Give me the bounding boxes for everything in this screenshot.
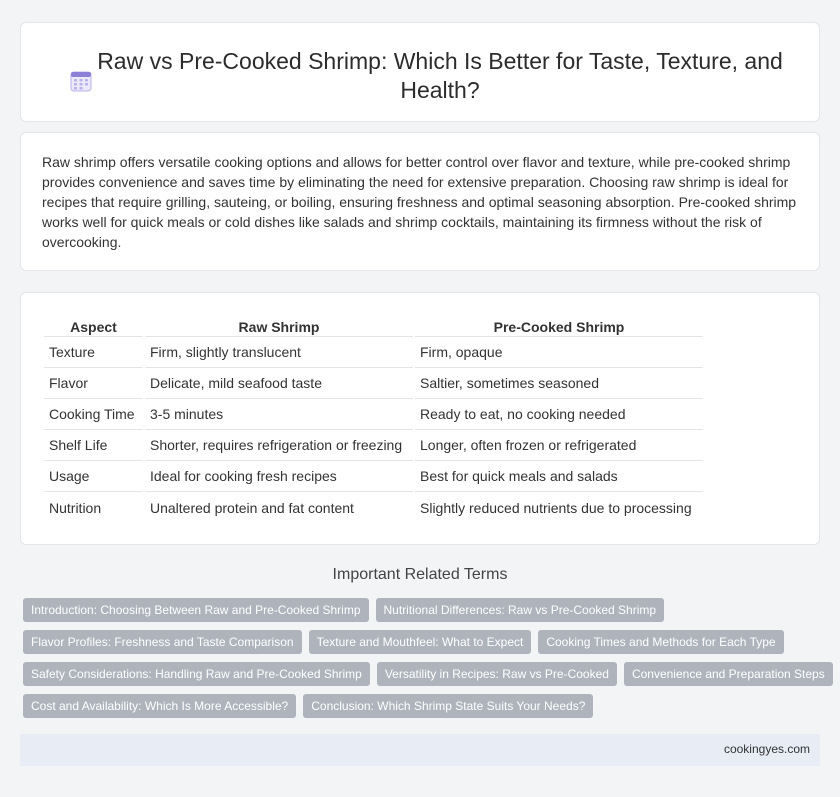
table-cell: 3-5 minutes — [145, 399, 413, 430]
footer — [20, 734, 820, 766]
related-term-tag[interactable]: Flavor Profiles: Freshness and Taste Comparison — [23, 630, 302, 654]
table-cell: Delicate, mild seafood taste — [145, 368, 413, 399]
table-cell: Best for quick meals and salads — [415, 461, 703, 492]
related-term-tag[interactable]: Introduction: Choosing Between Raw and Pre-Cooked Shrimp — [23, 598, 369, 622]
related-term-tag[interactable]: Convenience and Preparation Steps — [624, 662, 833, 686]
table-cell: Firm, opaque — [415, 337, 703, 368]
table-cell: Flavor — [44, 368, 143, 399]
table-cell: Usage — [44, 461, 143, 492]
related-term-tag[interactable]: Safety Considerations: Handling Raw and Pre-Cooked Shrimp — [23, 662, 370, 686]
related-term-tag[interactable]: Cooking Times and Methods for Each Type — [538, 630, 783, 654]
table-cell: Longer, often frozen or refrigerated — [415, 430, 703, 461]
related-term-tag[interactable]: Versatility in Recipes: Raw vs Pre-Cooked — [377, 662, 617, 686]
related-term-tag[interactable]: Nutritional Differences: Raw vs Pre-Cooked Shrimp — [376, 598, 665, 622]
header-aspect: Aspect — [44, 313, 143, 337]
table-cell: Slightly reduced nutrients due to processing — [420, 499, 692, 516]
header-pre-cooked-shrimp: Pre-Cooked Shrimp — [415, 313, 703, 337]
table-cell: Shelf Life — [44, 430, 143, 461]
table-cell: Unaltered protein and fat content — [150, 499, 354, 516]
table-row — [44, 492, 703, 523]
table-cell: Cooking Time — [44, 399, 143, 430]
table-row — [44, 337, 703, 368]
related-term-tag[interactable]: Cost and Availability: Which Is More Accessible? — [23, 694, 296, 718]
comparison-table — [42, 313, 705, 523]
table-row — [44, 461, 703, 492]
footer-site-link[interactable]: cookingyes.com — [723, 742, 810, 756]
table-cell: Saltier, sometimes seasoned — [415, 368, 703, 399]
comparison-table-card — [20, 292, 820, 545]
header-raw-shrimp: Raw Shrimp — [145, 313, 413, 337]
title-card — [20, 22, 820, 122]
table-cell: Ready to eat, no cooking needed — [415, 399, 703, 430]
related-term-tag[interactable]: Conclusion: Which Shrimp State Suits Your Needs? — [303, 694, 593, 718]
table-cell: Shorter, requires refrigeration or freezing — [145, 430, 413, 461]
related-terms-list — [23, 598, 823, 726]
table-cell: Ideal for cooking fresh recipes — [145, 461, 413, 492]
related-term-tag[interactable]: Texture and Mouthfeel: What to Expect — [309, 630, 532, 654]
table-row — [44, 368, 703, 399]
summary-text: Raw shrimp offers versatile cooking options and allows for better control over flavor and texture, while pre-cooked shrimp provides convenience and saves time by eliminating the need for extensive preparation. Choosing raw shrimp is ideal for recipes that require grilling, sauteing, or boiling, ensuring freshness and optimal seasoning absorption. Pre-cooked shrimp works well for quick meals or cold dishes like salads and shrimp cocktails, maintaining its firmness without the risk of overcooking. — [42, 154, 797, 250]
table-cell: Firm, slightly translucent — [145, 337, 413, 368]
table-cell: Nutrition — [49, 499, 102, 516]
page-title: Raw vs Pre-Cooked Shrimp: Which Is Better for Taste, Texture, and Health? — [97, 48, 783, 103]
table-row — [44, 399, 703, 430]
table-cell: Texture — [44, 337, 143, 368]
table-header-row — [44, 313, 703, 337]
summary-card — [20, 132, 820, 271]
table-row — [44, 430, 703, 461]
related-terms-title: Important Related Terms — [332, 566, 508, 583]
